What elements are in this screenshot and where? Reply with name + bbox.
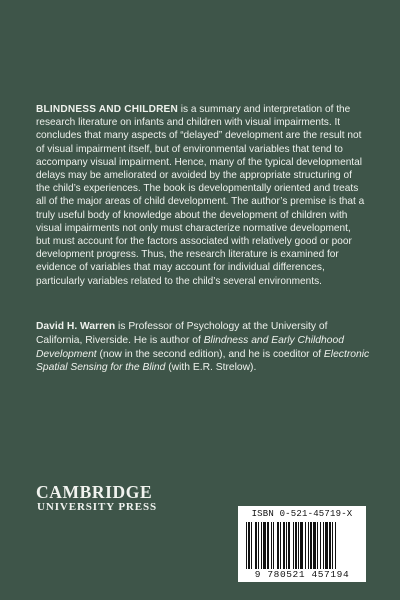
book-description <box>36 103 366 288</box>
bio-text-3: (with E.R. Strelow). <box>165 362 257 374</box>
bio-book-title-1: Blindness and Early Childhood Development <box>36 334 344 360</box>
barcode-box <box>238 506 366 582</box>
barcode-digits: 9 780521 457194 <box>254 569 350 580</box>
bio-book-title-2: Electronic Spatial Sensing for the Blind <box>36 348 370 374</box>
isbn-label: ISBN 0-521-45719-X <box>251 509 353 519</box>
barcode-icon <box>246 522 358 569</box>
description-text: is a summary and interpretation of the research literature on infants and children with visual impairments. It concludes that many aspects of “delayed” development are the result not of visual impairment itself, but of environmental variables that tend to accompany visual impairment. Hence, many of the typical developmental delays may be ameliorated or avoided by the appropriate structuring of the child’s experiences. The book is developmentally oriented and treats all of the major areas of child development. The author’s premise is that a truly useful body of knowledge about the development of children with visual impairments not only must characterize normative development, but must account for the factors associated with relatively good or poor development progress. Thus, the research literature is examined for evidence of variables that may account for individual differences, particularly variables related to the child’s several environments. <box>36 104 365 287</box>
author-name: David H. Warren <box>36 321 116 332</box>
publisher-logo <box>36 483 157 514</box>
author-bio <box>36 320 371 375</box>
publisher-name-line1: CAMBRIDGE <box>36 482 153 502</box>
publisher-name-line2: UNIVERSITY PRESS <box>37 501 158 513</box>
bio-text-2: (now in the second edition), and he is coeditor of <box>96 348 324 360</box>
book-title-lead: BLINDNESS AND CHILDREN <box>36 104 178 115</box>
bio-text-1: is Professor of Psychology at the University of California, Riverside. He is author of <box>36 321 328 346</box>
